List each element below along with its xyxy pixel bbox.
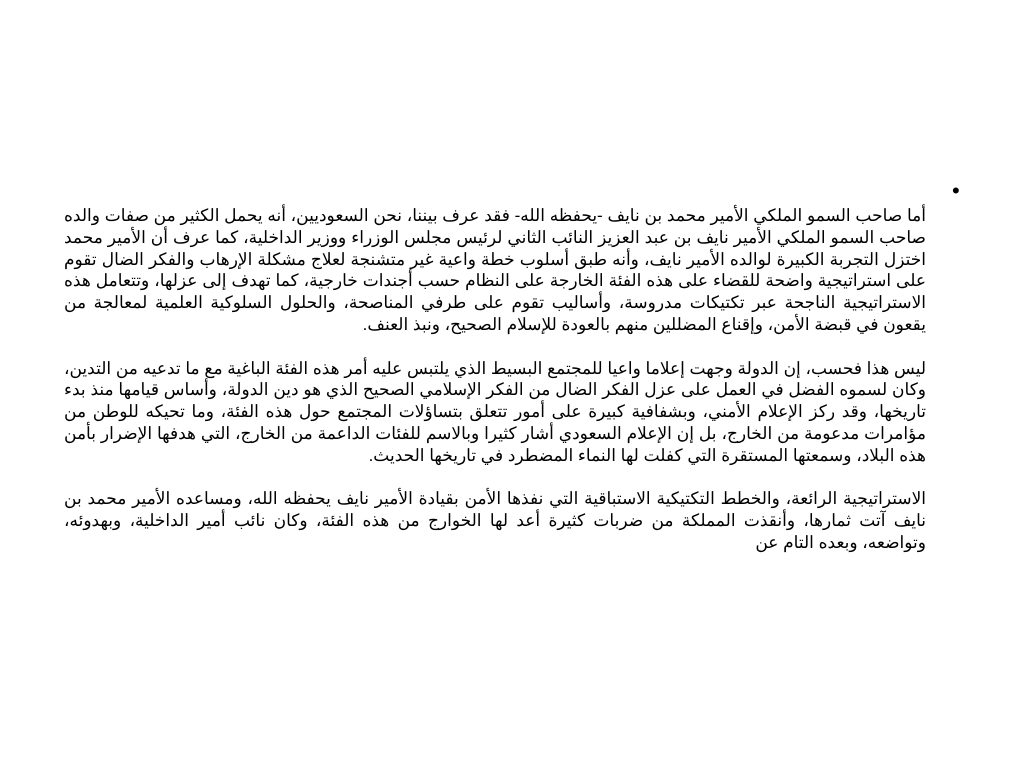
bullet-marker: • — [952, 178, 960, 203]
body-text — [64, 205, 926, 554]
paragraph-1: أما صاحب السمو الملكي الأمير محمد بن نايف -يحفظه الله- فقد عرف بيننا، نحن السعوديين، أنه يحمل الكثير من صفات والده صاحب السمو الملكي الأمير نايف بن عبد العزيز النائب الثاني لرئيس مجلس الوزراء ووزير الداخلية، كما عرف أن الأمير محمد اختزل التجربة الكبيرة لوالده الأمير نايف، وأنه طبق أسلوب خطة واعية غير متشنجة لعلاج مشكلة الإرهاب والفكر الضال تقوم على استراتيجية واضحة للقضاء على هذه الفئة الخارجة على النظام حسب أجندات خارجية، كما تهدف إلى عزلها، وتتعامل هذه الاستراتيجية الناجحة عبر تكتيكات مدروسة، وأساليب تقوم على طرفي المناصحة، والحلول السلوكية العلمية لمعالجة من يقعون في قبضة الأمن، وإقناع المضللين منهم بالعودة للإسلام الصحيح، ونبذ العنف. — [64, 206, 926, 334]
paragraph-2: ليس هذا فحسب، إن الدولة وجهت إعلاما واعيا للمجتمع البسيط الذي يلتبس عليه أمر هذه الفئة الباغية مع ما تدعيه من التدين، وكان لسموه الفضل في العمل على عزل الفكر الضال من الفكر الإسلامي الصحيح الذي هو دين الدولة، وأساس قيامها منذ بدء تاريخها، وقد ركز الإعلام الأمني، وبشفافية كبيرة على أمور تتعلق بتساؤلات المجتمع حول هذه الفئة، وما تحيكه للوطن من مؤامرات مدعومة من الخارج، بل إن الإعلام السعودي أشار كثيرا وبالاسم للفئات الداعمة من الخارج، التي هدفها الإضرار بأمن هذه البلاد، وسمعتها المستقرة التي كفلت لها النماء المضطرد في تاريخها الحديث. — [64, 358, 926, 465]
paragraph-3: الاستراتيجية الرائعة، والخطط التكتيكية الاستباقية التي نفذها الأمن بقيادة الأمير نايف يحفظه الله، ومساعده الأمير محمد بن نايف آتت ثمارها، وأنقذت المملكة من ضربات كثيرة أعد لها الخوارج من هذه الفئة، وكان نائب أمير الداخلية، وبهدوئه، وتواضعه، وبعده التام عن — [64, 489, 926, 552]
